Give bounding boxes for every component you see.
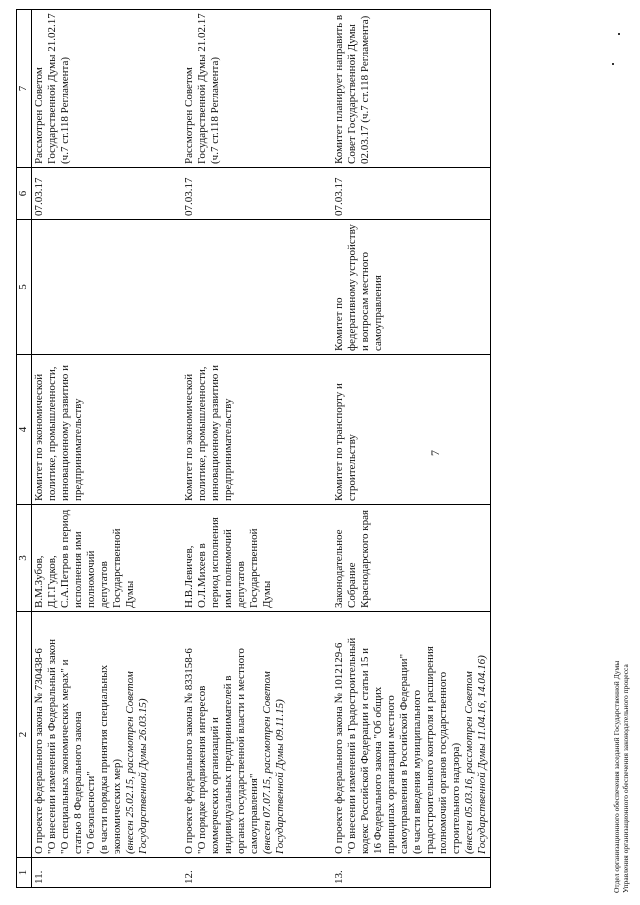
authors-cell: Н.В.Левичев, О.Л.Михеев в период исполнения ими полномочий депутатов Государственной Думы [182,505,332,612]
bill-line: самоуправления" [248,773,260,854]
bill-line: органах государственной власти и местного [235,648,247,854]
bill-cell [182,612,332,858]
bill-line: экономических мер) [111,758,123,854]
footer-note [612,661,630,893]
header-cell: 2 [17,612,32,858]
header-cell: 3 [17,505,32,612]
bill-line: кодекс Российской Федерации и статьи 15 и [359,648,371,854]
bill-note: (внесен 25.02.15, рассмотрен Советом Государственной Думы 26.03.15) [124,671,149,854]
header-cell: 6 [17,168,32,220]
table-row [332,10,491,888]
status-cell: Рассмотрен Советом Государственной Думы 21.02.17 (ч.7 ст.118 Регламента) [182,10,332,168]
row-number: 11. [32,858,183,888]
bill-note: (внесен 07.07.15, рассмотрен Советом Государственной Думы 09.11.15) [261,671,286,854]
co-committee-cell: Комитет по федеративному устройству и вопросам местного самоуправления [332,220,491,355]
bill-line: строительного надзора) [450,742,462,854]
bill-line: "О внесении изменений в Градостроительный [346,637,358,854]
header-cell: 5 [17,220,32,355]
co-committee-cell [32,220,183,355]
authors-cell: Законодательное Собрание Краснодарского края [332,505,491,612]
committee-cell: Комитет по экономической политике, промышленности, инновационному развитию и предпринимательству [32,355,183,505]
bill-line: "О специальных экономических мерах" и [59,659,71,854]
page-number: 7 [428,450,442,456]
table-row [32,10,183,888]
table-header-row [17,10,32,888]
status-cell: Комитет планирует направить в Совет Государственной Думы 02.03.17 (ч.7 ст.118 Регламента) [332,10,491,168]
footer-line: Отдел организационного обеспечения заседаний Государственной Думы [612,660,621,893]
row-number: 12. [182,858,332,888]
table-row [182,10,332,888]
authors-cell: В.М.Зубов, Д.Г.Гудков, С.А.Петров в период исполнения ими полномочий депутатов Государственной Думы [32,505,183,612]
co-committee-cell [182,220,332,355]
bill-line: градостроительного контроля и расширения [424,646,436,854]
scan-speck [618,33,620,35]
bill-line: принципах организации местного [385,695,397,854]
bill-note: (внесен 05.03.16, рассмотрен Советом Государственной Думы 11.04.16, 14.04.16) [463,655,488,854]
bill-line: О проекте федерального закона № 730438-6 [33,648,45,854]
scan-speck [612,63,614,65]
committee-cell: Комитет по экономической политике, промышленности, инновационному развитию и предпринимательству [182,355,332,505]
bill-line: коммерческих организаций и [209,717,221,854]
bill-line: (в части введения муниципального [411,690,423,854]
bill-line: "О безопасности" [85,771,97,854]
bill-line: 16 Федерального закона "Об общих [372,686,384,854]
date-cell: 07.03.17 [32,168,183,220]
bill-line: статью 8 Федерального закона [72,711,84,854]
bill-line: "О порядке продвижения интересов [196,685,208,854]
bill-cell [32,612,183,858]
header-cell: 4 [17,355,32,505]
bill-line: самоуправления в Российской Федерации" [398,653,410,854]
date-cell: 07.03.17 [182,168,332,220]
bill-line: (в части порядка принятия специальных [98,664,110,854]
footer-line: Управления организационного обеспечения законодательного процесса [621,664,630,893]
bill-line: "О внесении изменений в Федеральный закон [46,639,58,854]
header-cell: 1 [17,858,32,888]
bill-line: полномочий органов государственного [437,671,449,854]
bill-line: О проекте федерального закона № 1012129-6 [333,642,345,854]
committee-cell: Комитет по транспорту и строительству [332,355,491,505]
row-number: 13. [332,858,491,888]
status-cell: Рассмотрен Советом Государственной Думы 21.02.17 (ч.7 ст.118 Регламента) [32,10,183,168]
date-cell: 07.03.17 [332,168,491,220]
header-cell: 7 [17,10,32,168]
bills-table [16,9,491,888]
bill-line: индивидуальных предпринимателей в [222,675,234,854]
bill-line: О проекте федерального закона № 833158-6 [183,648,195,854]
bill-cell [332,612,491,858]
